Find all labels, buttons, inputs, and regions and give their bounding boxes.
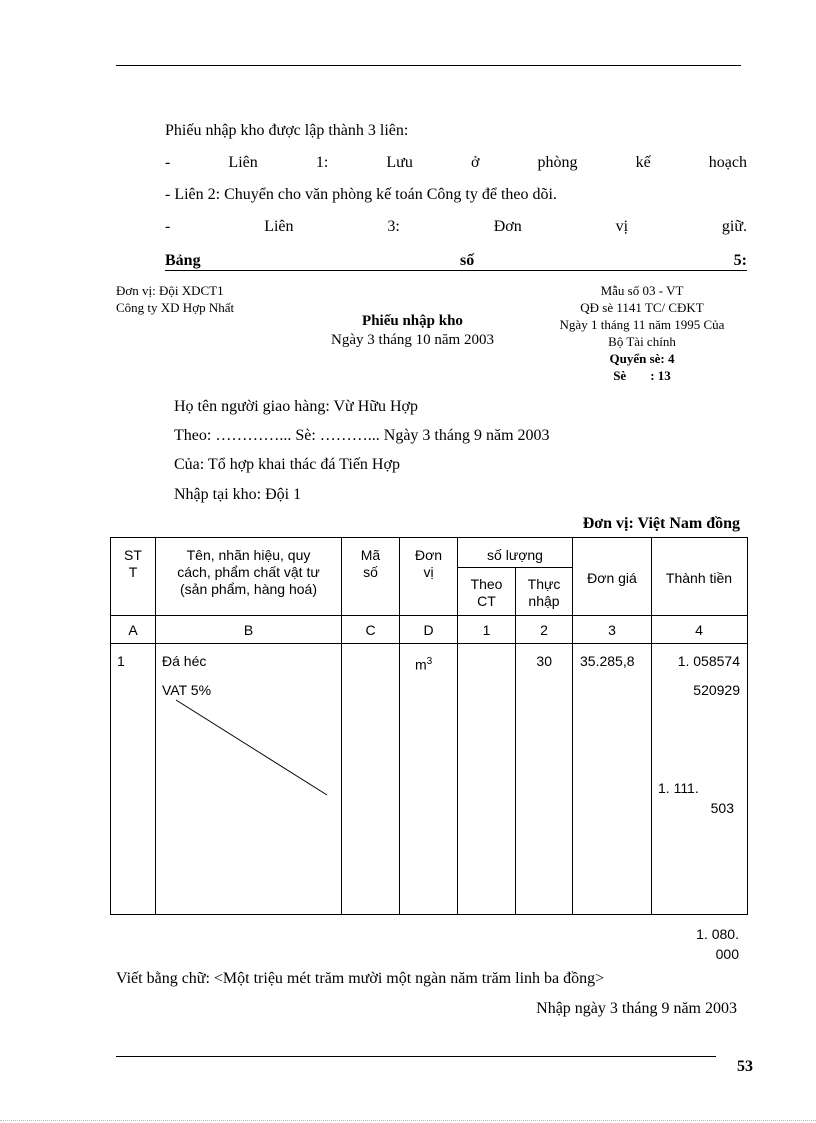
row-unit — [415, 653, 432, 674]
row-stt: 1 — [117, 653, 125, 669]
index-d: D — [423, 622, 434, 638]
lien-1-word: phòng — [537, 154, 578, 171]
header-quantity-actual-line: nhập — [528, 593, 560, 609]
header-quantity-actual-line: Thực — [527, 576, 561, 592]
header-unit-line: vị — [423, 564, 434, 580]
index-a: A — [128, 622, 138, 638]
unit-name: Đơn vị: Đội XDCT1 — [116, 283, 224, 298]
warehouse-line: Nhập tại kho: Đội 1 — [174, 486, 302, 503]
header-code-line: Mã — [360, 547, 381, 563]
lien-3-word: 3: — [387, 218, 400, 235]
row-unit-price: 35.285,8 — [580, 653, 635, 669]
header-unit-line: Đơn — [414, 547, 443, 563]
index-3: 3 — [608, 622, 616, 638]
lien-1-word: Lưu — [386, 154, 413, 171]
form-code-block — [540, 282, 744, 384]
reference-line: Theo: …………... Sè: ………... Ngày 3 tháng 9 năm 2003 — [174, 427, 550, 444]
footer-rule — [116, 1056, 716, 1057]
header-code-line: số — [363, 564, 378, 580]
unit-info — [116, 282, 234, 316]
form-date: Ngày 3 tháng 10 năm 2003 — [331, 332, 494, 348]
row-item-name: Đá héc — [162, 653, 207, 669]
ministry: Bộ Tài chính — [608, 334, 676, 349]
caption-word: số — [460, 252, 475, 269]
header-quantity: số lượng — [487, 547, 543, 563]
header-quantity-doc-line: Theo — [470, 576, 503, 592]
lien-1-word: ở — [470, 154, 480, 171]
header-quantity-actual — [516, 576, 572, 610]
lien-3-word: - — [165, 218, 171, 235]
row-divider — [110, 643, 747, 644]
row-unit-base: m — [415, 656, 427, 673]
table-caption — [165, 251, 747, 271]
header-unit — [400, 547, 457, 581]
form-title: Phiếu nhập kho — [362, 313, 463, 329]
index-2: 2 — [540, 622, 548, 638]
row-divider — [110, 615, 747, 616]
header-rule — [116, 65, 741, 66]
header-item-name-line: (sản phẩm, hàng hoá) — [180, 581, 317, 597]
amount-in-words: Viết bằng chữ: <Một triệu mét trăm mười một ngàn năm trăm linh ba đồng> — [116, 970, 605, 987]
col-divider — [515, 567, 516, 914]
form-title-block — [300, 313, 525, 349]
row-vat: VAT 5% — [162, 682, 212, 698]
deliverer-line: Họ tên người giao hàng: Vừ Hữu Hợp — [174, 398, 418, 415]
lien-1-word: kế — [635, 154, 651, 171]
row-amount-2b: 503 — [710, 800, 734, 816]
row-actual-quantity: 30 — [536, 653, 552, 669]
form-code: Mẫu số 03 - VT — [600, 283, 684, 298]
document-number — [540, 367, 744, 384]
header-stt-line: ST — [124, 547, 142, 563]
row-unit-sup: 3 — [426, 656, 433, 667]
intro-line: Phiếu nhập kho được lập thành 3 liên: — [165, 122, 409, 139]
lien-2-line: - Liên 2: Chuyển cho văn phòng kế toán Công ty để theo dõi. — [165, 186, 557, 203]
lien-1-word: 1: — [315, 154, 329, 171]
total-below-table — [640, 924, 739, 964]
page-edge — [0, 1120, 816, 1121]
row-amount-1b: 520929 — [693, 682, 740, 698]
strike-line — [170, 696, 335, 800]
book-number: Quyển sè: 4 — [609, 351, 675, 366]
receipt-date: Nhập ngày 3 tháng 9 năm 2003 — [536, 1000, 737, 1017]
col-divider — [651, 537, 652, 914]
currency-unit: Đơn vị: Việt Nam đồng — [582, 515, 740, 532]
total-below-a: 1. 080. — [696, 926, 739, 942]
page-number: 53 — [737, 1058, 753, 1075]
lien-1-line — [165, 154, 747, 172]
header-item-name-line: Tên, nhãn hiệu, quy — [186, 547, 311, 563]
header-stt-line: T — [128, 564, 138, 580]
lien-1-word: - — [165, 154, 171, 171]
header-code — [342, 547, 399, 581]
row-amount-2a: 1. 111. — [658, 780, 699, 796]
col-divider — [572, 537, 573, 914]
index-b: B — [243, 622, 254, 638]
document-number-value: : 13 — [650, 368, 671, 383]
row-amount-1a: 1. 058574 — [677, 653, 740, 669]
lien-3-line — [165, 218, 747, 236]
col-divider — [399, 537, 400, 914]
decision-date: Ngày 1 tháng 11 năm 1995 Của — [559, 317, 725, 332]
caption-word: Bảng — [165, 252, 201, 269]
lien-3-word: giữ. — [721, 218, 747, 235]
lien-3-word: vị — [615, 218, 629, 235]
caption-word: 5: — [733, 252, 747, 269]
index-c: C — [365, 622, 376, 638]
index-1: 1 — [482, 622, 491, 638]
decision-ref: QĐ sè 1141 TC/ CĐKT — [580, 300, 704, 315]
company-name: Công ty XD Hợp Nhất — [116, 300, 235, 315]
document-number-label: Sè — [613, 368, 627, 383]
total-below-b: 000 — [715, 946, 739, 962]
lien-3-word: Liên — [264, 218, 294, 235]
row-divider — [457, 567, 572, 568]
header-item-name-line: cách, phẩm chất vật tư — [177, 564, 320, 580]
lien-1-word: hoạch — [708, 154, 747, 171]
header-item-name — [156, 547, 341, 598]
col-divider — [341, 537, 342, 914]
lien-1-word: Liên — [228, 154, 258, 171]
header-stt — [111, 547, 155, 581]
header-unit-price: Đơn giá — [587, 570, 637, 586]
header-amount: Thành tiền — [665, 570, 733, 586]
lien-3-word: Đơn — [493, 218, 522, 235]
index-4: 4 — [695, 622, 703, 638]
supplier-line: Của: Tổ hợp khai thác đá Tiến Hợp — [174, 456, 400, 473]
header-quantity-doc-line: CT — [477, 593, 496, 609]
header-quantity-doc — [458, 576, 515, 610]
